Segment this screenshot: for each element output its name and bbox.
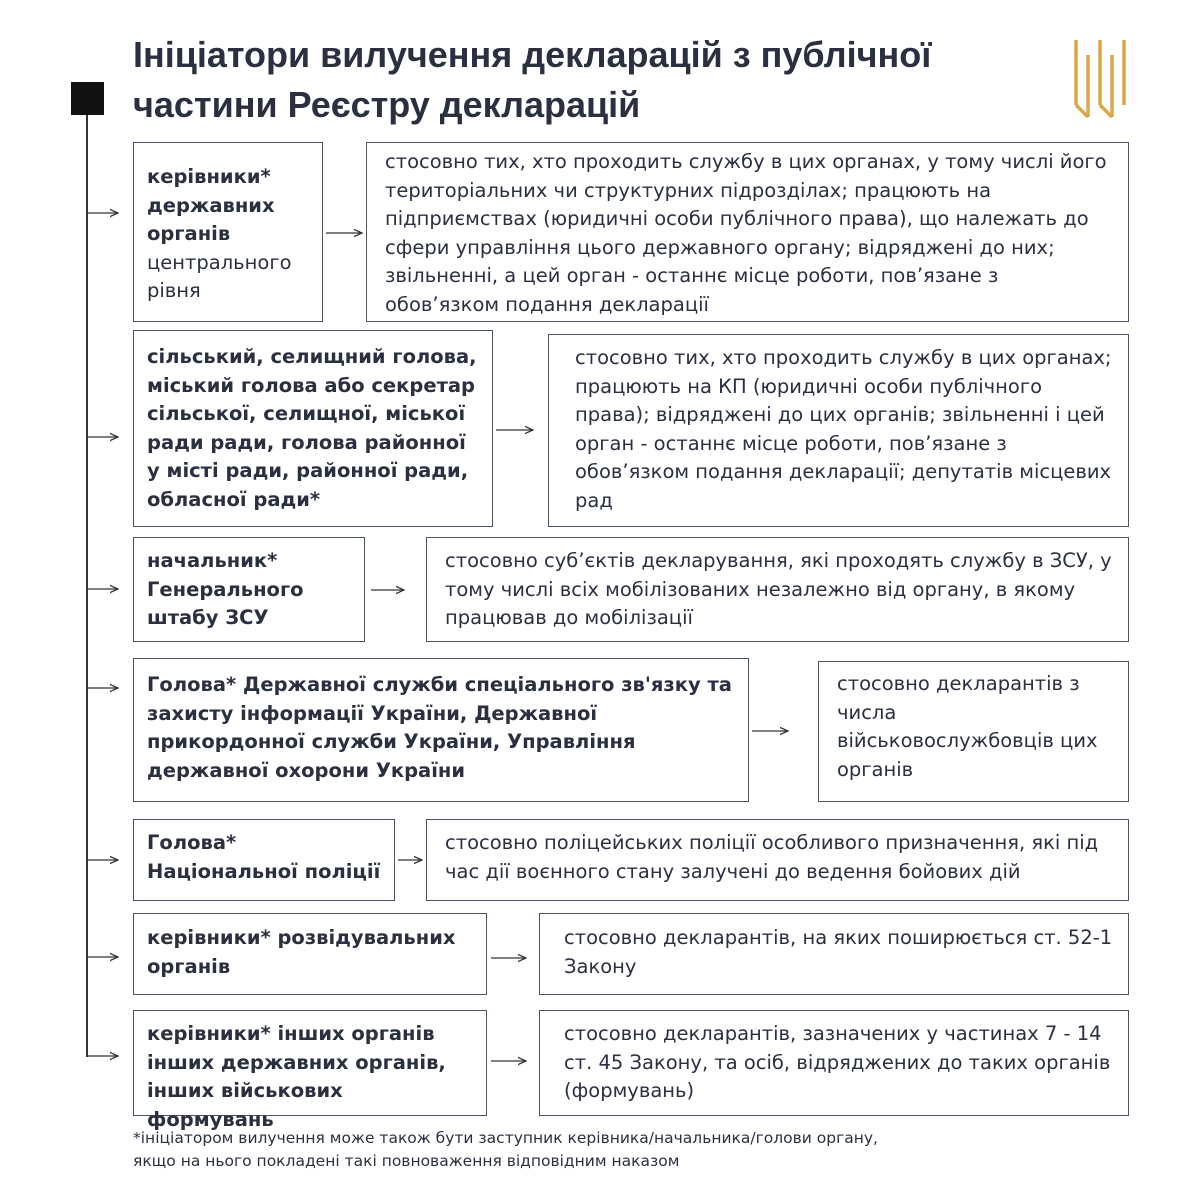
- scope-3-text: стосовно суб’єктів декларування, які проходять службу в ЗСУ, у тому числі всіх мобілізованих незалежно від органу, в якому працював до мобілізації: [445, 549, 1112, 629]
- scope-box-7: [539, 1010, 1129, 1116]
- initiator-box-3: [133, 537, 365, 642]
- logo-icon: [1066, 35, 1136, 120]
- scope-box-4: [818, 661, 1129, 802]
- initiator-1-normal: центрального рівня: [147, 250, 292, 302]
- footnote: [133, 1127, 1133, 1173]
- scope-1-text: стосовно тих, хто проходить службу в цих органах, у тому числі його територіальних чи структурних підрозділах; працюють на підприємствах (юридичні особи публічного права), що належать до сфери управління цього державного органу; відряджені до них; звільненні, а цей орган - останнє місце роботи, пов’язане з обов’язком подання декларації: [385, 150, 1107, 316]
- scope-2-text: стосовно тих, хто проходить службу в цих органах; працюють на КП (юридичні особи публічного права); відряджені до цих органів; звільненні і цей орган - останнє місце роботи, пов’язане з обов’язком подання декларації; депутатів місцевих рад: [575, 346, 1112, 512]
- title-line-1: Ініціатори вилучення декларацій з публічної: [133, 34, 932, 75]
- title-line-2: частини Реєстру декларацій: [133, 84, 641, 125]
- scope-box-3: [426, 537, 1129, 642]
- initiator-box-2: [133, 330, 493, 527]
- initiator-box-4: [133, 658, 749, 802]
- vertical-trunk-line: [86, 115, 88, 1057]
- scope-box-6: [539, 913, 1129, 995]
- initiator-5-bold: Голова* Національної поліції: [147, 831, 381, 883]
- scope-box-5: [426, 819, 1129, 901]
- initiator-box-6: [133, 913, 487, 995]
- scope-7-text: стосовно декларантів, зазначених у частинах 7 - 14 ст. 45 Закону, та осіб, відряджених до таких органів (формувань): [564, 1022, 1111, 1102]
- initiator-box-7: [133, 1010, 487, 1131]
- black-square-marker: [71, 82, 104, 115]
- scope-box-2: [548, 334, 1129, 527]
- initiator-3-bold: начальник* Генерального штабу ЗСУ: [147, 549, 304, 629]
- initiator-box-1: [133, 142, 323, 322]
- initiator-2-bold: сільський, селищний голова, міський голова або секретар сільської, селищної, міської ради ради, голова районної у місті ради, районної ради, обласної ради*: [147, 345, 477, 511]
- initiator-6-bold: керівники* розвідувальних органів: [147, 926, 456, 978]
- initiator-box-5: [133, 819, 395, 901]
- footnote-line-2: якщо на нього покладені такі повноваження відповідним наказом: [133, 1152, 680, 1170]
- footnote-line-1: *ініціатором вилучення може також бути заступник керівника/начальника/голови органу,: [133, 1129, 878, 1147]
- initiator-4-bold: Голова* Державної служби спеціального зв'язку та захисту інформації України, Державної прикордонної служби України, Управління державної охорони України: [147, 673, 732, 782]
- initiator-1-bold: керівники* державних органів: [147, 165, 275, 245]
- initiator-7-bold: керівники* інших органів інших державних органів, інших військових формувань: [147, 1022, 446, 1131]
- page-title: [133, 30, 1033, 130]
- scope-6-text: стосовно декларантів, на яких поширюється ст. 52-1 Закону: [564, 926, 1113, 978]
- scope-box-1: [366, 142, 1129, 322]
- scope-5-text: стосовно поліцейських поліції особливого призначення, які під час дії воєнного стану залучені до ведення бойових дій: [445, 831, 1099, 883]
- scope-4-text: стосовно декларантів з числа військовослужбовців цих органів: [837, 672, 1098, 781]
